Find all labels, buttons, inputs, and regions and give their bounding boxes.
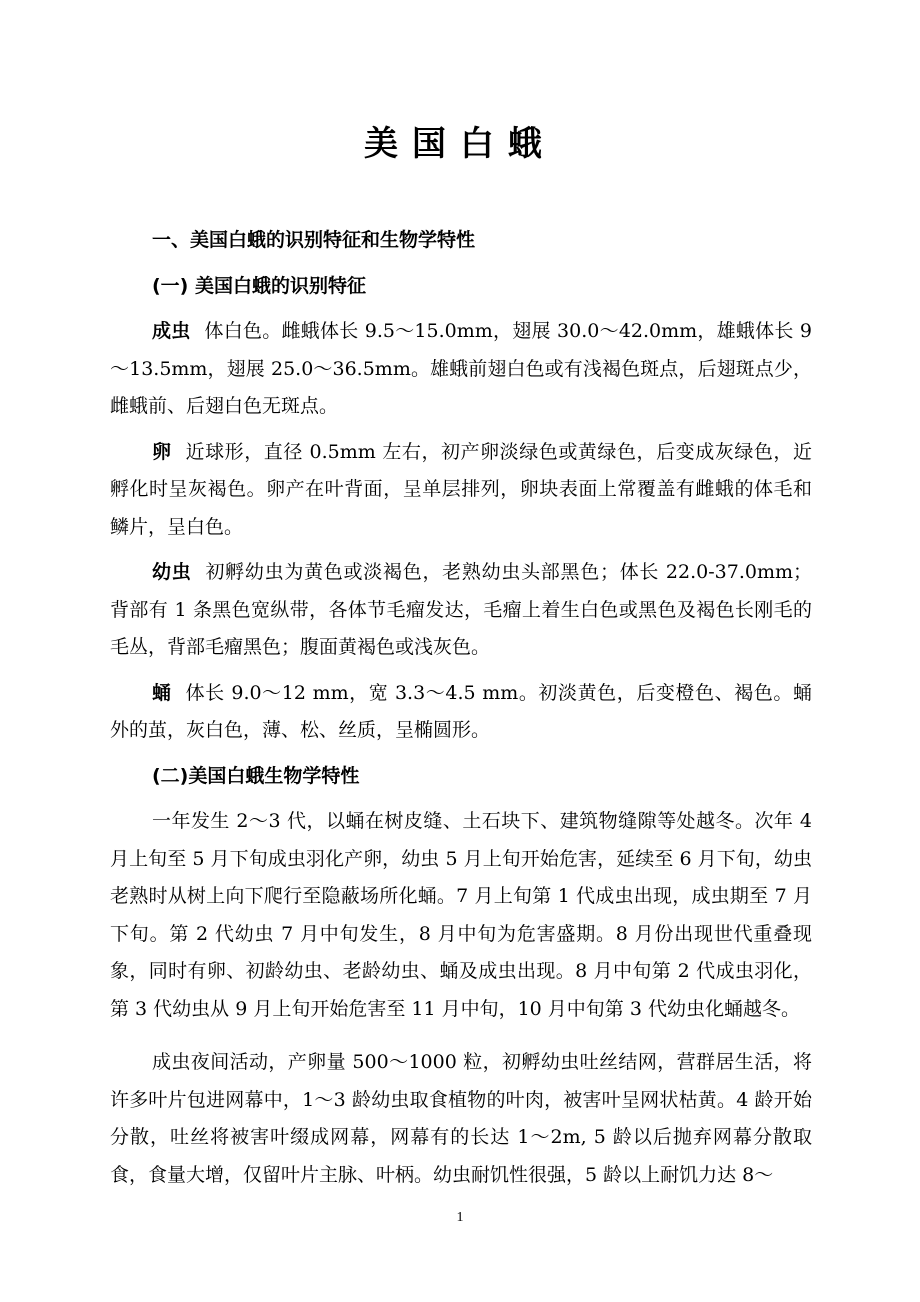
pupa-term: 蛹 — [152, 681, 172, 704]
larva-paragraph — [110, 554, 812, 667]
larva-description: 初孵幼虫为黄色或淡褐色，老熟幼虫头部黑色；体长 22.0-37.0mm；背部有 1 条黑色宽纵带，各体节毛瘤发达，毛瘤上着生白色或黑色及褐色长刚毛的毛丛，背部毛瘤黑色；腹面黄褐色或浅灰色。 — [110, 561, 812, 658]
egg-paragraph — [110, 434, 812, 547]
pupa-paragraph — [110, 675, 812, 750]
larva-term: 幼虫 — [152, 561, 192, 583]
pupa-description: 体长 9.0～12 mm，宽 3.3～4.5 mm。初淡黄色，后变橙色、褐色。蛹外的茧，灰白色，薄、松、丝质，呈椭圆形。 — [110, 681, 812, 741]
biology-paragraph-lifecycle: 一年发生 2～3 代，以蛹在树皮缝、土石块下、建筑物缝隙等处越冬。次年 4 月上旬至 5 月下旬成虫羽化产卵，幼虫 5 月上旬开始危害，延续至 6 月下旬，幼虫老熟时从树上向下爬行至隐蔽场所化蛹。7 月上旬第 1 代成虫出现，成虫期至 7 月下旬。第 2 代幼虫 7 月中旬发生，8 月中旬为危害盛期。8 月份出现世代重叠现象，同时有卵、初龄幼虫、老龄幼虫、蛹及成虫出现。8 月中旬第 2 代成虫羽化，第 3 代幼虫从 9 月上旬开始危害至 11 月中旬，10 月中旬第 3 代幼虫化蛹越冬。 — [110, 810, 812, 1020]
egg-description: 近球形，直径 0.5mm 左右，初产卵淡绿色或黄绿色，后变成灰绿色，近孵化时呈灰褐色。卵产在叶背面，呈单层排列，卵块表面上常覆盖有雌蛾的体毛和鳞片，呈白色。 — [110, 440, 812, 538]
subsection-heading-biology: (二)美国白蛾生物学特性 — [152, 764, 360, 787]
document-title: 美国白蛾 — [364, 124, 556, 164]
adult-paragraph — [110, 313, 812, 426]
adult-term: 成虫 — [152, 320, 191, 342]
biology-paragraph-behavior: 成虫夜间活动，产卵量 500～1000 粒，初孵幼虫吐丝结网，营群居生活，将许多叶片包进网幕中，1～3 龄幼虫取食植物的叶肉，被害叶呈网状枯黄。4 龄开始分散，吐丝将被害叶缀成网幕，网幕有的长达 1～2m, 5 龄以后抛弃网幕分散取食，食量大增，仅留叶片主脉、叶柄。幼虫耐饥性很强，5 龄以上耐饥力达 8～ — [110, 1051, 812, 1186]
document-body — [110, 222, 812, 1194]
adult-description: 体白色。雌蛾体长 9.5～15.0mm，翅展 30.0～42.0mm，雄蛾体长 9～13.5mm，翅展 25.0～36.5mm。雄蛾前翅白色或有浅褐色斑点，后翅斑点少，雌蛾前、后翅白色无斑点。 — [110, 320, 812, 417]
subsection-heading-identification: (一) 美国白蛾的识别特征 — [152, 274, 366, 297]
page-number: 1 — [456, 1210, 464, 1225]
section-heading-identification-biology: 一、美国白蛾的识别特征和生物学特性 — [152, 229, 476, 251]
egg-term: 卵 — [152, 440, 172, 463]
